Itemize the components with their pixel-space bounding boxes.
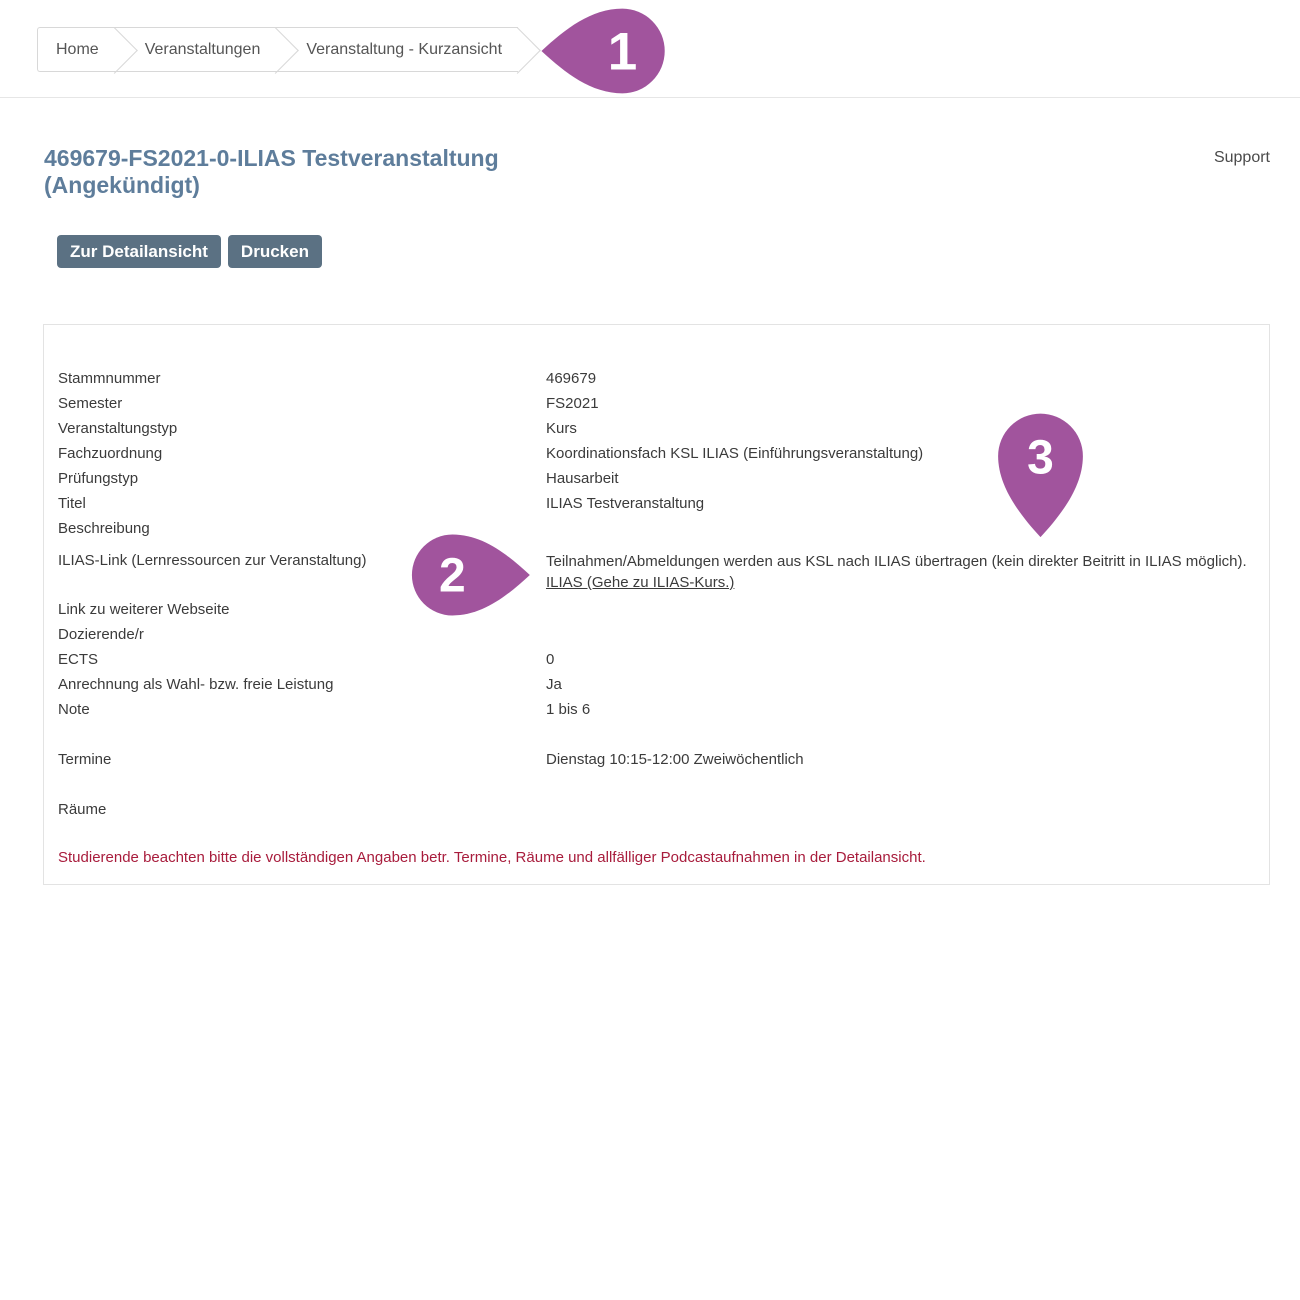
header-divider <box>0 97 1300 98</box>
row-label: Titel <box>58 495 86 512</box>
toolbar <box>44 235 1270 268</box>
row-label: ECTS <box>58 651 99 668</box>
pin-left-icon <box>538 5 670 97</box>
row-value <box>546 520 1255 537</box>
main-content <box>0 145 1300 885</box>
marker-number: 2 <box>439 549 466 603</box>
table-row <box>58 647 1255 672</box>
breadcrumb-item-veranstaltungen[interactable] <box>115 27 277 72</box>
row-value <box>546 801 1255 818</box>
row-value: Kurs <box>546 420 577 437</box>
row-label: Fachzuordnung <box>58 445 163 462</box>
row-value: Dienstag 10:15-12:00 Zweiwöchentlich <box>546 751 804 768</box>
table-row <box>58 622 1255 647</box>
row-value: Hausarbeit <box>546 470 619 487</box>
table-row <box>58 597 1255 622</box>
table-row <box>58 548 1255 597</box>
table-row <box>58 747 1255 772</box>
annotation-marker-3 <box>994 410 1087 539</box>
page-header <box>44 145 1270 199</box>
detail-view-button[interactable]: Zur Detailansicht <box>57 235 221 268</box>
breadcrumb-item-label: Veranstaltungen <box>144 41 261 58</box>
row-value: Ja <box>546 676 562 693</box>
student-note: Studierende beachten bitte die vollständigen Angaben betr. Termine, Räume und allfälliger Podcastaufnahmen in der Detailansicht. <box>58 849 926 866</box>
row-label: Anrechnung als Wahl- bzw. freie Leistung <box>58 676 334 693</box>
print-button[interactable]: Drucken <box>228 235 322 268</box>
table-row <box>58 697 1255 722</box>
row-value: 469679 <box>546 370 597 387</box>
table-row <box>58 672 1255 697</box>
row-label: Beschreibung <box>58 520 150 537</box>
row-value <box>546 626 1255 643</box>
row-label: Veranstaltungstyp <box>58 420 178 437</box>
course-title-line1: 469679-FS2021-0-ILIAS Testveranstaltung <box>44 145 499 171</box>
marker-number: 1 <box>607 22 638 82</box>
annotation-marker-1 <box>538 5 670 97</box>
ilias-transfer-note: Teilnahmen/Abmeldungen werden aus KSL nach ILIAS übertragen (kein direkter Beitritt in ILIAS möglich). <box>546 553 1247 570</box>
course-details-panel <box>43 324 1270 885</box>
row-label: Dozierende/r <box>58 626 144 643</box>
course-status-line: (Angekündigt) <box>44 172 200 198</box>
support-link[interactable]: Support <box>1213 149 1270 166</box>
row-value: ILIAS Testveranstaltung <box>546 495 705 512</box>
pin-right-icon <box>407 531 533 619</box>
row-label: Stammnummer <box>58 370 161 387</box>
row-value: 0 <box>546 651 555 668</box>
marker-number: 3 <box>1027 431 1054 485</box>
table-row <box>58 366 1255 391</box>
row-value: 1 bis 6 <box>546 701 591 718</box>
row-label: Räume <box>58 801 107 818</box>
row-value <box>546 601 1255 618</box>
row-label: Note <box>58 701 90 718</box>
ilias-course-link[interactable]: ILIAS (Gehe zu ILIAS-Kurs.) <box>546 574 735 591</box>
table-row <box>58 797 1255 822</box>
breadcrumb-item-veranstaltung-kurzansicht <box>276 27 518 72</box>
row-label: Prüfungstyp <box>58 470 139 487</box>
row-value: Koordinationsfach KSL ILIAS (Einführungsveranstaltung) <box>546 445 924 462</box>
row-label: Termine <box>58 751 112 768</box>
annotation-marker-2 <box>407 531 533 619</box>
row-label: ILIAS-Link (Lernressourcen zur Veranstaltung) <box>58 552 367 569</box>
row-label: Link zu weiterer Webseite <box>58 601 230 618</box>
breadcrumb-item-home[interactable] <box>37 27 115 72</box>
page-title <box>44 145 499 199</box>
row-value: FS2021 <box>546 395 599 412</box>
row-label: Semester <box>58 395 123 412</box>
breadcrumb-item-label: Home <box>56 41 99 58</box>
breadcrumb-item-label: Veranstaltung - Kurzansicht <box>306 41 503 58</box>
row-value <box>546 552 1255 593</box>
